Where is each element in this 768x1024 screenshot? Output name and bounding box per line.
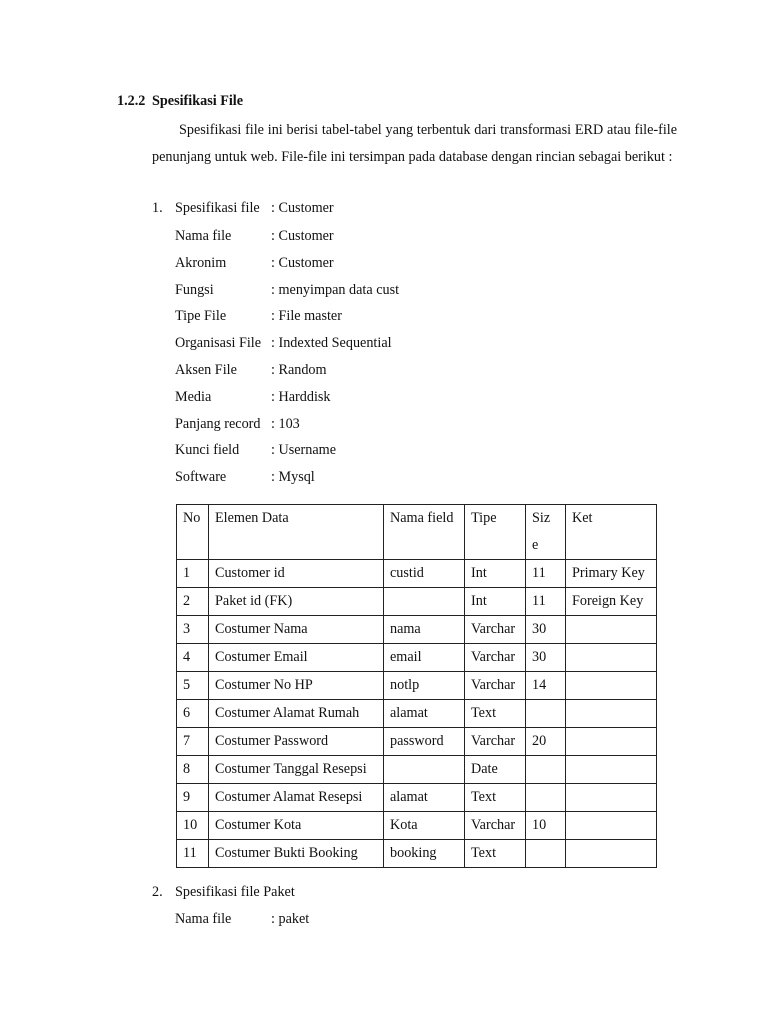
list-number: 2. [152, 884, 163, 900]
table-cell: 30 [526, 644, 566, 672]
header-cell-ket: Ket [566, 505, 657, 560]
table-cell: Primary Key [566, 560, 657, 588]
spec-value: : Username [271, 442, 337, 459]
spec-row [175, 464, 399, 491]
spec-value: : File master [271, 308, 342, 325]
table-cell: custid [384, 560, 465, 588]
table-cell: Text [465, 784, 526, 812]
table-cell [566, 616, 657, 644]
spec-value: : Customer [271, 254, 334, 271]
table-cell: 3 [177, 616, 209, 644]
table-row [177, 588, 657, 616]
spec-value: : 103 [271, 415, 300, 432]
spec-label: Tipe File [175, 308, 227, 325]
spec-value: : Customer [271, 228, 334, 244]
list-item-title: Spesifikasi file Paket [175, 884, 295, 900]
spec-value: : paket [271, 911, 310, 927]
spec-label: Aksen File [175, 361, 237, 378]
spec-label: Akronim [175, 254, 227, 271]
table-cell: Varchar [465, 644, 526, 672]
table-row [177, 812, 657, 840]
table-cell: 30 [526, 616, 566, 644]
table-row [177, 784, 657, 812]
table-cell: Varchar [465, 812, 526, 840]
table-row [177, 840, 657, 868]
spec-row [175, 357, 399, 384]
table-cell: 10 [526, 812, 566, 840]
table-cell: notlp [384, 672, 465, 700]
table-row [177, 616, 657, 644]
spec-label: Fungsi [175, 281, 214, 298]
table-cell: Customer id [209, 560, 384, 588]
spec-label: Media [175, 388, 212, 405]
spec-row [175, 437, 399, 464]
spec-row [175, 277, 399, 304]
spec-row [175, 303, 399, 330]
table-cell [566, 728, 657, 756]
table-cell: Kota [384, 812, 465, 840]
header-cell-elemen-data: Elemen Data [209, 505, 384, 560]
table-cell: 11 [177, 840, 209, 868]
table-cell [526, 756, 566, 784]
header-cell-nama-field: Nama field [384, 505, 465, 560]
spec-row [175, 911, 309, 928]
spec-value: : Harddisk [271, 388, 331, 405]
table-cell [384, 756, 465, 784]
table-cell: Int [465, 560, 526, 588]
table-cell: Varchar [465, 672, 526, 700]
table-cell [566, 756, 657, 784]
section-heading [117, 93, 243, 110]
table-cell: Costumer Kota [209, 812, 384, 840]
table-cell [526, 700, 566, 728]
spec-value: : Random [271, 361, 327, 378]
spec-value: : Customer [271, 200, 334, 216]
spec-value: : menyimpan data cust [271, 281, 400, 298]
table-row [177, 560, 657, 588]
section-title: Spesifikasi File [152, 93, 244, 109]
spec-value: : Mysql [271, 469, 315, 486]
list-number: 1. [152, 200, 163, 216]
table-cell: Costumer Alamat Rumah [209, 700, 384, 728]
table-cell: email [384, 644, 465, 672]
table-header-row [177, 505, 657, 560]
table-cell: Costumer Alamat Resepsi [209, 784, 384, 812]
table-cell: 9 [177, 784, 209, 812]
header-cell-tipe: Tipe [465, 505, 526, 560]
table-cell: Int [465, 588, 526, 616]
table-cell [566, 784, 657, 812]
spec-row [175, 330, 399, 357]
spec-label: Software [175, 469, 227, 486]
table-cell [566, 840, 657, 868]
table-cell [384, 588, 465, 616]
table-cell: Date [465, 756, 526, 784]
table-cell: password [384, 728, 465, 756]
table-cell: 11 [526, 588, 566, 616]
table-cell: 1 [177, 560, 209, 588]
table-row [177, 728, 657, 756]
spec-row [175, 411, 399, 438]
list-item-1-title [152, 200, 334, 217]
table-cell: Costumer Email [209, 644, 384, 672]
table-cell: Costumer Nama [209, 616, 384, 644]
table-cell: Costumer Tanggal Resepsi [209, 756, 384, 784]
table-cell: 4 [177, 644, 209, 672]
table-cell: 20 [526, 728, 566, 756]
table-cell: booking [384, 840, 465, 868]
table-cell: 8 [177, 756, 209, 784]
spec-row [175, 384, 399, 411]
table-cell [526, 784, 566, 812]
table-cell: nama [384, 616, 465, 644]
table-row [177, 672, 657, 700]
table-row [177, 700, 657, 728]
spec-value: : Indexted Sequential [271, 335, 392, 352]
section-number: 1.2.2 [117, 93, 146, 109]
table-cell [566, 672, 657, 700]
table-cell: alamat [384, 700, 465, 728]
table-cell: Text [465, 700, 526, 728]
table-cell: Costumer Bukti Booking [209, 840, 384, 868]
spec-list [175, 223, 399, 491]
table-cell: 6 [177, 700, 209, 728]
table-row [177, 644, 657, 672]
spec-row [175, 250, 399, 277]
header-cell-no: No [177, 505, 209, 560]
table-cell: 2 [177, 588, 209, 616]
table-cell [566, 644, 657, 672]
spec-label: Panjang record [175, 415, 261, 432]
table-cell: Foreign Key [566, 588, 657, 616]
table-cell [566, 700, 657, 728]
table-cell: 7 [177, 728, 209, 756]
table-cell: Costumer No HP [209, 672, 384, 700]
spec-label: Spesifikasi file [175, 200, 260, 216]
table-cell [526, 840, 566, 868]
table-cell: 11 [526, 560, 566, 588]
table-cell: alamat [384, 784, 465, 812]
spec-row [175, 223, 399, 250]
file-spec-table [176, 504, 657, 868]
table-cell [566, 812, 657, 840]
header-cell-size: Siz e [526, 505, 566, 560]
spec-label: Organisasi File [175, 335, 262, 352]
table-cell: 14 [526, 672, 566, 700]
table-cell: Varchar [465, 728, 526, 756]
table-cell: Text [465, 840, 526, 868]
table-cell: 5 [177, 672, 209, 700]
spec-label: Kunci field [175, 442, 240, 459]
table-cell: Paket id (FK) [209, 588, 384, 616]
intro-paragraph: Spesifikasi file ini berisi tabel-tabel yang terbentuk dari transformasi ERD atau file-file penunjang untuk web. File-file ini tersimpan pada database dengan rincian sebagai berikut : [152, 122, 677, 165]
table-row [177, 756, 657, 784]
table-cell: Costumer Password [209, 728, 384, 756]
spec-label: Nama file [175, 228, 232, 244]
spec-label: Nama file [175, 911, 232, 927]
table-cell: 10 [177, 812, 209, 840]
table-cell: Varchar [465, 616, 526, 644]
list-item-2-title [152, 884, 295, 901]
